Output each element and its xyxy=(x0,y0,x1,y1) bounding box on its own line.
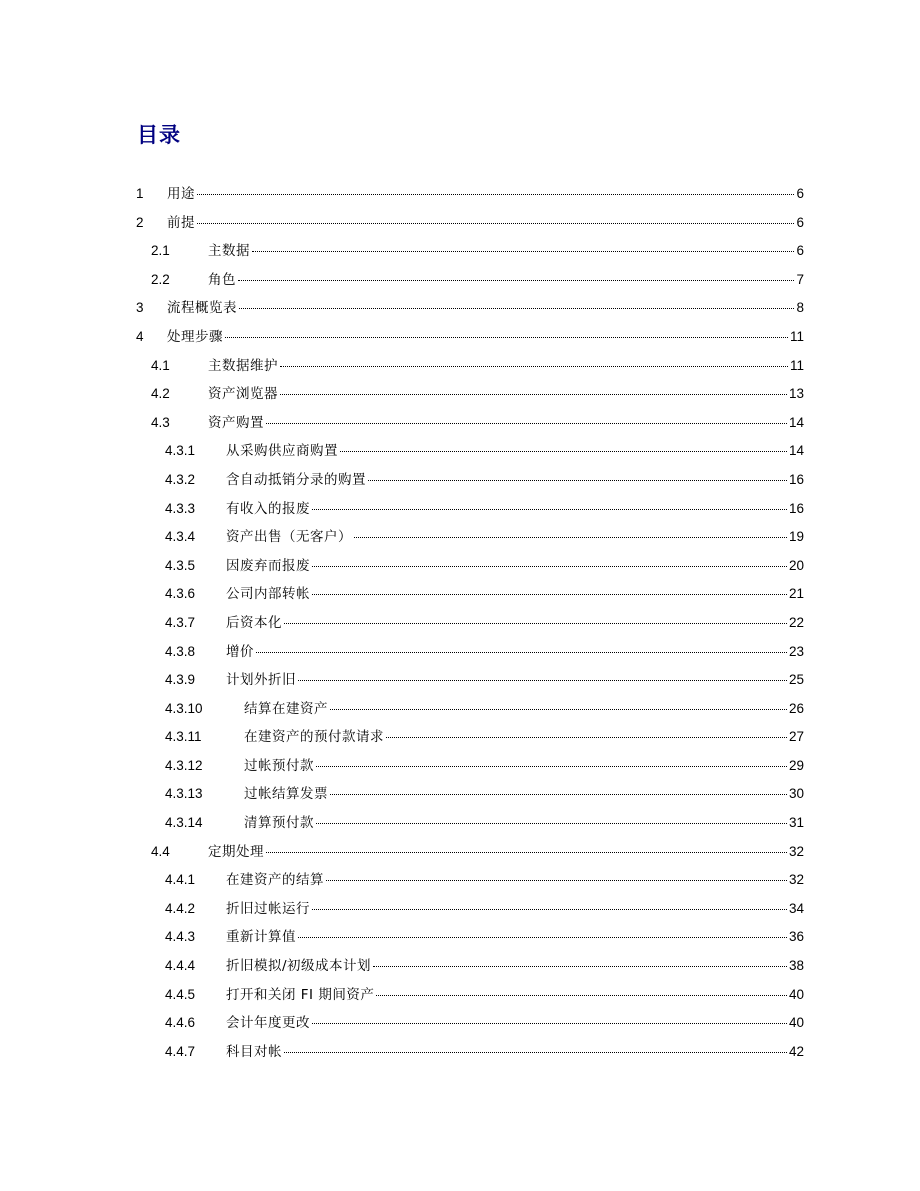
toc-entry-number: 2 xyxy=(136,214,144,230)
toc-entry-page-number: 6 xyxy=(796,214,804,230)
toc-entry-line xyxy=(226,958,804,974)
toc-entry-line xyxy=(226,1015,804,1031)
toc-entry-title: 流程概览表 xyxy=(167,300,237,317)
toc-entry-title: 清算预付款 xyxy=(244,815,314,832)
toc-entry-title: 有收入的报废 xyxy=(226,500,310,517)
toc-entry-title: 用途 xyxy=(167,186,195,202)
toc-entry-title: 从采购供应商购置 xyxy=(226,443,338,460)
toc-entry-line xyxy=(226,987,804,1003)
toc-entry[interactable] xyxy=(0,437,920,466)
dot-leader xyxy=(225,337,788,338)
toc-entry[interactable] xyxy=(0,266,920,295)
dot-leader xyxy=(312,566,787,567)
toc-entry-line xyxy=(208,415,804,431)
toc-entry-title: 公司内部转帐 xyxy=(226,586,310,603)
toc-entry-line xyxy=(226,872,804,888)
toc-entry-line xyxy=(208,243,804,259)
toc-entry-number: 4.3.5 xyxy=(165,557,196,573)
dot-leader xyxy=(386,737,787,738)
toc-entry-page-number: 7 xyxy=(796,271,804,287)
toc-entry-title: 结算在建资产 xyxy=(244,700,328,717)
toc-entry-line xyxy=(244,701,804,717)
toc-entry-number: 4.3.2 xyxy=(165,471,196,487)
toc-entry-page-number: 14 xyxy=(788,414,804,430)
toc-entry-page-number: 36 xyxy=(788,929,804,945)
toc-entry-number: 4 xyxy=(136,328,144,344)
dot-leader xyxy=(354,537,787,538)
toc-entry[interactable] xyxy=(0,809,920,838)
toc-entry-page-number: 25 xyxy=(788,672,804,688)
toc-entry-page-number: 34 xyxy=(788,900,804,916)
toc-entry-page-number: 11 xyxy=(789,328,804,344)
toc-entry-page-number: 32 xyxy=(788,843,804,859)
toc-entry[interactable] xyxy=(0,895,920,924)
toc-entry-title: 在建资产的预付款请求 xyxy=(244,729,384,746)
toc-entry-number: 4.3.14 xyxy=(165,815,203,831)
toc-entry[interactable] xyxy=(0,409,920,438)
toc-entry-title: 科目对帐 xyxy=(226,1043,282,1060)
dot-leader xyxy=(330,709,787,710)
toc-entry[interactable] xyxy=(0,323,920,352)
toc-entry-line xyxy=(226,472,804,488)
toc-entry-page-number: 19 xyxy=(788,529,804,545)
dot-leader xyxy=(373,966,787,967)
toc-entry-title: 资产出售（无客户） xyxy=(226,529,352,546)
toc-entry-page-number: 32 xyxy=(788,872,804,888)
toc-entry[interactable] xyxy=(0,666,920,695)
toc-entry-number: 4.3.1 xyxy=(165,443,196,459)
toc-entry[interactable] xyxy=(0,695,920,724)
toc-entry-page-number: 11 xyxy=(789,357,804,373)
dot-leader xyxy=(312,909,787,910)
toc-entry-number: 4.3.10 xyxy=(165,700,203,716)
toc-entry[interactable] xyxy=(0,838,920,867)
toc-entry[interactable] xyxy=(0,638,920,667)
toc-entry-title: 资产购置 xyxy=(208,414,264,431)
toc-entry-line xyxy=(226,501,804,517)
toc-entry-title: 前提 xyxy=(167,214,195,231)
dot-leader xyxy=(312,509,787,510)
toc-entry[interactable] xyxy=(0,981,920,1010)
dot-leader xyxy=(238,280,794,281)
toc-entry-line xyxy=(167,215,804,231)
dot-leader xyxy=(197,223,794,224)
toc-entry-page-number: 20 xyxy=(788,557,804,573)
toc-entry-line xyxy=(167,329,804,345)
dot-leader xyxy=(280,366,788,367)
toc-entry-page-number: 23 xyxy=(788,643,804,659)
toc-entry-title: 过帐预付款 xyxy=(244,757,314,774)
toc-entry[interactable] xyxy=(0,294,920,323)
toc-entry-line xyxy=(208,844,804,860)
toc-entry-page-number: 26 xyxy=(788,700,804,716)
toc-entry-number: 2.1 xyxy=(151,243,170,259)
toc-entry-page-number: 31 xyxy=(788,815,804,831)
dot-leader xyxy=(298,680,787,681)
toc-entry-line xyxy=(167,300,804,316)
toc-entry-page-number: 42 xyxy=(788,1043,804,1059)
toc-entry-number: 1 xyxy=(136,186,144,201)
dot-leader xyxy=(312,1023,787,1024)
dot-leader xyxy=(252,251,794,252)
dot-leader xyxy=(256,652,787,653)
toc-entry-title: 定期处理 xyxy=(208,843,264,860)
toc-entry-line xyxy=(226,901,804,917)
toc-entry-number: 4.4.1 xyxy=(165,872,196,888)
toc-entry-page-number: 6 xyxy=(796,186,804,201)
toc-entry-number: 4.3.8 xyxy=(165,643,196,659)
toc-entry-page-number: 16 xyxy=(788,471,804,487)
toc-entry-page-number: 27 xyxy=(788,729,804,745)
dot-leader xyxy=(326,880,787,881)
toc-entry[interactable] xyxy=(0,866,920,895)
toc-entry-title: 资产浏览器 xyxy=(208,386,278,403)
toc-entry[interactable] xyxy=(0,495,920,524)
dot-leader xyxy=(312,594,787,595)
toc-entry-line xyxy=(167,186,804,202)
toc-entry-line xyxy=(226,615,804,631)
dot-leader xyxy=(298,937,787,938)
toc-entry-title: 打开和关闭 FI 期间资产 xyxy=(226,986,375,1003)
dot-leader xyxy=(316,766,787,767)
toc-entry-number: 4.4.6 xyxy=(165,1015,196,1031)
toc-entry-number: 4.4.3 xyxy=(165,929,196,945)
toc-entry-line xyxy=(226,1044,804,1060)
toc-entry[interactable] xyxy=(0,580,920,609)
dot-leader xyxy=(284,1052,787,1053)
toc-entry-page-number: 22 xyxy=(788,614,804,630)
toc-entry-number: 2.2 xyxy=(151,271,170,287)
toc-entry[interactable] xyxy=(0,952,920,981)
toc-entry-title: 过帐结算发票 xyxy=(244,786,328,803)
toc-entry-title: 后资本化 xyxy=(226,614,282,631)
toc-entry-number: 4.2 xyxy=(151,386,170,402)
toc-entry-title: 主数据 xyxy=(208,243,250,260)
toc-entry-page-number: 29 xyxy=(788,757,804,773)
toc-entry-page-number: 13 xyxy=(788,386,804,402)
toc-entry-title: 折旧过帐运行 xyxy=(226,900,310,917)
toc-entry-number: 4.4 xyxy=(151,843,170,859)
toc-entry-number: 4.1 xyxy=(151,357,170,373)
toc-entry-page-number: 6 xyxy=(796,243,804,259)
toc-entry-number: 4.4.5 xyxy=(165,986,196,1002)
toc-entry[interactable] xyxy=(0,523,920,552)
toc-entry-title: 重新计算值 xyxy=(226,929,296,946)
toc-entry-line xyxy=(208,272,804,288)
toc-entry-title: 会计年度更改 xyxy=(226,1015,310,1032)
toc-entry-number: 4.4.2 xyxy=(165,900,196,916)
dot-leader xyxy=(239,308,794,309)
toc-entry-line xyxy=(208,386,804,402)
toc-entry-title: 角色 xyxy=(208,271,236,288)
toc-entry[interactable] xyxy=(0,380,920,409)
toc-entry-page-number: 8 xyxy=(796,300,804,316)
toc-entry-number: 4.4.7 xyxy=(165,1043,196,1059)
toc-entry[interactable] xyxy=(0,723,920,752)
toc-entry-line xyxy=(226,672,804,688)
dot-leader xyxy=(266,423,787,424)
toc-entry-title: 增价 xyxy=(226,643,254,660)
toc-entry-line xyxy=(226,529,804,545)
toc-entry-line xyxy=(244,786,804,802)
dot-leader xyxy=(330,794,787,795)
toc-entry-title: 含自动抵销分录的购置 xyxy=(226,471,366,488)
toc-entry-line xyxy=(226,443,804,459)
toc-entry-title: 在建资产的结算 xyxy=(226,872,324,889)
toc-entry-page-number: 16 xyxy=(788,500,804,516)
toc-entry[interactable] xyxy=(0,180,920,209)
toc-entry-line xyxy=(226,929,804,945)
toc-entry-page-number: 14 xyxy=(788,443,804,459)
toc-entry-number: 4.3.9 xyxy=(165,672,196,688)
toc-entry-number: 4.3.13 xyxy=(165,786,203,802)
toc-entry-line xyxy=(244,729,804,745)
toc-entry-page-number: 30 xyxy=(788,786,804,802)
toc-entry-number: 4.3.6 xyxy=(165,586,196,602)
dot-leader xyxy=(197,194,794,195)
dot-leader xyxy=(340,451,787,452)
toc-entry-line xyxy=(244,758,804,774)
toc-entry[interactable] xyxy=(0,237,920,266)
toc-entry[interactable] xyxy=(0,352,920,381)
dot-leader xyxy=(368,480,787,481)
toc-entry[interactable] xyxy=(0,923,920,952)
toc-entry-number: 4.3.12 xyxy=(165,757,203,773)
toc-entry[interactable] xyxy=(0,1009,920,1038)
toc-entry-line xyxy=(208,358,804,374)
toc-entry-title: 计划外折旧 xyxy=(226,672,296,689)
toc-entry-page-number: 40 xyxy=(788,986,804,1002)
toc-entry-title: 处理步骤 xyxy=(167,328,223,345)
toc-entry[interactable] xyxy=(0,552,920,581)
toc-entry-title: 因废弃而报废 xyxy=(226,557,310,574)
toc-entry-line xyxy=(226,558,804,574)
toc-entry[interactable] xyxy=(0,752,920,781)
toc-entry[interactable] xyxy=(0,780,920,809)
toc-entry-number: 4.4.4 xyxy=(165,958,196,974)
toc-entry-page-number: 21 xyxy=(788,586,804,602)
toc-entry-title: 折旧模拟/初级成本计划 xyxy=(226,958,372,975)
toc-list xyxy=(0,180,920,1066)
toc-entry-line xyxy=(226,644,804,660)
toc-entry-title: 主数据维护 xyxy=(208,357,278,374)
toc-entry-number: 4.3 xyxy=(151,414,170,430)
dot-leader xyxy=(280,394,787,395)
dot-leader xyxy=(284,623,787,624)
toc-entry-number: 4.3.4 xyxy=(165,529,196,545)
toc-entry-number: 3 xyxy=(136,300,144,316)
toc-entry-page-number: 38 xyxy=(788,958,804,974)
toc-entry[interactable] xyxy=(0,1038,920,1067)
toc-entry-number: 4.3.11 xyxy=(165,729,202,745)
toc-entry[interactable] xyxy=(0,209,920,238)
toc-title: 目录 xyxy=(137,123,181,147)
toc-entry-page-number: 40 xyxy=(788,1015,804,1031)
toc-entry-number: 4.3.3 xyxy=(165,500,196,516)
toc-entry[interactable] xyxy=(0,609,920,638)
toc-entry-line xyxy=(226,586,804,602)
toc-entry-line xyxy=(244,815,804,831)
dot-leader xyxy=(376,995,787,996)
toc-entry[interactable] xyxy=(0,466,920,495)
toc-entry-number: 4.3.7 xyxy=(165,614,196,630)
dot-leader xyxy=(316,823,787,824)
dot-leader xyxy=(266,852,787,853)
